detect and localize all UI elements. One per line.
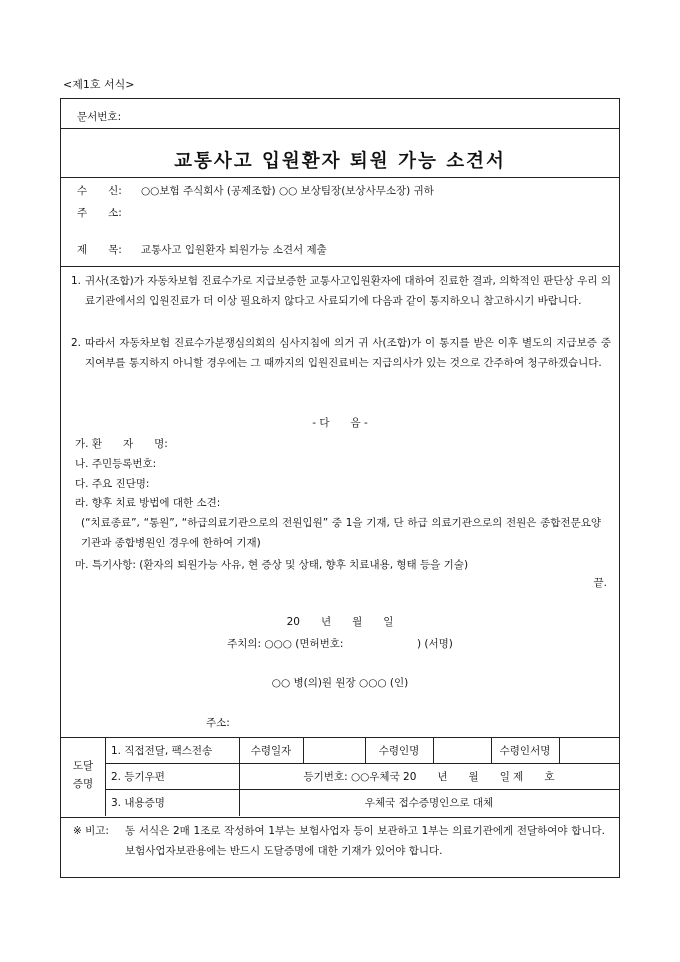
note-text: 동 서식은 2매 1조로 작성하여 1부는 보험사업자 등이 보관하고 1부는 의료기관에게 전달하여야 합니다. 보험사업자보관용에는 반드시 도달증명에 대한 기재가 있어야 합니다. [125,825,605,857]
paragraph-2 [71,333,611,373]
treatment-note: (“치료종료”, “통원”, “하급의료기관으로의 전원입원” 중 1을 기재, 단 하급 의료기관으로의 전원은 종합전문요양기관과 종합병원인 경우에 한하여 기재) [81,517,601,549]
item-patient-name: 가. 환 자 명: [75,438,168,450]
table-border [303,737,304,763]
hospital-director-line: ○○ 병(의)원 원장 ○○○ (인) [271,677,409,689]
delivery-proof-label [61,757,105,793]
delivery-proof-table [61,737,619,817]
paragraph-1 [71,271,611,311]
paragraph-number: 2. [71,337,82,349]
paragraph-text: 귀사(조합)가 자동차보험 진료수가로 지급보증한 교통사고입원환자에 대하여 진료한 결과, 의학적인 판단상 우리 의료기관에서의 입원진료가 더 이상 필요하지 않다고 사료되기에 다음과 같이 통지하오니 참고하시기 바랍니다. [85,275,611,307]
received-date-label: 수령일자 [250,745,292,757]
recipient-name-label: 수령인명 [378,745,420,757]
form-document [60,98,620,878]
registered-mail-detail: 등기번호: ○○우체국 20 년 월 일 제 호 [303,771,555,783]
subject-value: 교통사고 입원환자 퇴원가능 소견서 제출 [141,244,327,256]
item-resident-number: 나. 주민등록번호: [75,458,157,470]
signature-address-label: 주소: [206,717,230,729]
divider [61,177,619,178]
address-label: 주 소: [77,207,122,219]
table-border [61,737,619,738]
table-border [105,763,619,764]
table-border [433,737,434,763]
subject-label: 제 목: [77,244,122,256]
paragraph-text: 따라서 자동차보험 진료수가분쟁심의회의 심사지침에 의거 귀 사(조합)가 이 통지를 받은 이후 별도의 지급보증 중지여부를 통지하지 아니할 경우에는 그 때까지의 입원진료비는 지급의사가 있는 것으로 간주하여 청구하겠습니다. [85,337,611,369]
content-certification-detail: 우체국 접수증명인으로 대체 [364,797,494,809]
method-registered-mail: 2. 등기우편 [111,771,165,783]
document-number-label: 문서번호: [77,111,122,123]
divider [61,128,619,129]
note-block [73,821,605,861]
divider [61,817,619,818]
end-mark: 끝. [593,577,607,589]
divider [61,266,619,267]
method-direct-fax: 1. 직접전달, 팩스전송 [111,745,213,757]
delivery-proof-label-line1: 도달 [72,760,94,772]
date-line: 20 년 월 일 [286,616,394,628]
page-title: 교통사고 입원환자 퇴원 가능 소견서 [174,151,506,172]
item-diagnosis: 다. 주요 진단명: [75,478,150,490]
paragraph-number: 1. [71,275,82,287]
item-treatment-opinion: 라. 향후 치료 방법에 대한 소견: [75,497,221,509]
delivery-proof-label-line2: 증명 [72,778,94,790]
doctor-signature-line: 주치의: ○○○ (면허번호: ) (서명) [227,638,453,650]
method-content-certification: 3. 내용증명 [111,797,165,809]
recipient-signature-label: 수령인서명 [499,745,551,757]
note-label: ※ 비고: [73,825,109,837]
table-border [105,789,619,790]
table-border [559,737,560,763]
recipient-value: ○○보험 주식회사 (공제조합) ○○ 보상팀장(보상사무소장) 귀하 [141,185,434,197]
form-number-label: <제1호 서식> [63,78,135,91]
items-heading: - 다 음 - [312,417,368,429]
table-border [105,737,106,816]
recipient-label: 수 신: [77,185,122,197]
item-special-notes: 마. 특기사항: (환자의 퇴원가능 사유, 현 증상 및 상태, 향후 치료내용, 형태 등을 기술) [75,559,469,571]
